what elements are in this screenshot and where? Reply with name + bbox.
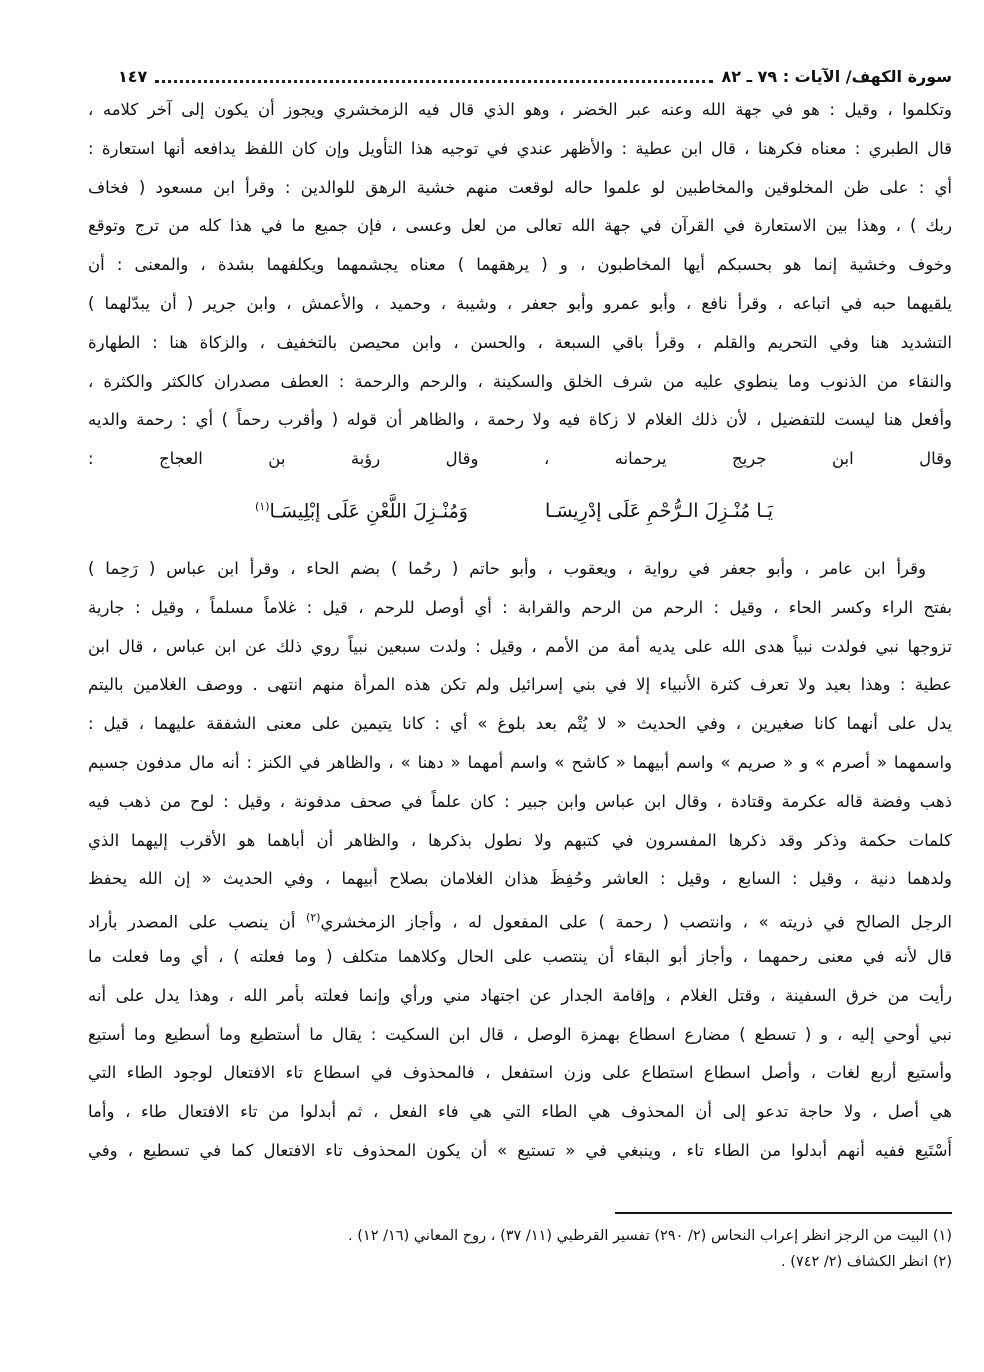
text-line: واسمهما « أصرم » و « صريم » واسم أبيهما « كاشح » واسم أمهما « دهنا » ، والظاهر في الكنز : أنه مال مدفون جسيم <box>88 753 952 772</box>
page-number: ١٤٧ <box>118 66 148 86</box>
text-line: التشديد هنا وفي التحريم والقلم ، وقرأ باقي السبعة ، والحسن ، وابن محيصن بالتخفيف ، والزكاة هنا : الطهارة <box>88 332 952 352</box>
text-line: وأفعل هنا ليست للتفضيل ، لأن ذلك الغلام لا زكاة فيه ولا رحمة ، والظاهر أن قوله ( وأقرب رحماً ) أي : رحمة والديه <box>88 410 952 430</box>
footnote-2: (٢) انظر الكشاف (٢/ ٧٤٢) . <box>781 1254 952 1270</box>
line-text: أن ينصب على المصدر بأراد <box>88 912 307 932</box>
verse-second-text: وَمُنْـزِلَ اللَّعْنِ عَلَى إبْلِيسَـا <box>269 500 468 523</box>
text-line: كلمات حكمة وذكر وقد ذكرها المفسرون في كتبهم ولا نطول بذكرها ، والظاهر أن أباهما هو الأقرب إليهما الذي <box>88 830 952 850</box>
text-line <box>88 903 952 933</box>
text-line: وقال ابن جريج يرحمانه ، وقال رؤبة بن العجاج : <box>88 449 952 469</box>
verse-second-hemistich <box>255 500 468 522</box>
footnote-divider <box>615 1212 952 1214</box>
footnote-marker: (٢) <box>306 911 321 925</box>
text-line: قال لأنه في معنى رحمهما ، وأجاز أبو البقاء أن ينتصب على الحال وكلاهما متكلف ( وما فعلته ) ، أي وما فعلت ما <box>88 947 952 966</box>
footnote-marker: (١) <box>255 500 270 513</box>
text-line: هي أصل ، ولا حاجة تدعو إلى أن المحذوف هي الطاء التي هي فاء الفعل ، ثم أبدلوا من تاء الافتعال طاء ، وأما <box>88 1102 952 1122</box>
text-line: بفتح الراء وكسر الحاء ، وقيل : الرحم من الرحم والقرابة : أي أوصل للرحم ، قيل : غلاماً مسلماً ، وقيل : جارية <box>88 597 952 617</box>
running-header <box>118 62 952 90</box>
text-line: رأيت من خرق السفينة ، وقتل الغلام ، وإقامة الجدار عن اجتهاد مني ورأي وإنما فعلته بأمر الله ، وهذا يدل على أنه <box>88 985 952 1005</box>
text-line: أَسْتَيع ففيه أنهم أبدلوا من الطاء تاء ، وينبغي في « تستيع » أن يكون المحذوف تاء الافتعال كما في تسطيع ، وفي <box>88 1141 952 1160</box>
text-line: وتكلموا ، وقيل : هو في جهة الله وعنه عبر الخضر ، وهو الذي قال فيه الزمخشري ويجوز أن يكون إلى آخر كلامه ، <box>88 100 952 119</box>
text-line: والنقاء من الذنوب وما ينطوي عليه من شرف الخلق والسكينة ، والرحم والرحمة : العطف مصدران كالكثر والكثرة ، <box>88 371 952 391</box>
line-text: الرجل الصالح في ذريته » ، وانتصب ( رحمة ) على المفعول له ، وأجاز الزمخشري <box>320 912 952 932</box>
footnote-1: (١) البيت من الرجز انظر إعراب النحاس (٢/ ٢٩٠) تفسير القرطبي (١١/ ٣٧) ، روح المعاني (١٦/ ١٢) . <box>348 1228 952 1244</box>
text-line: قال الطبري : معناه فكرهنا ، قال ابن عطية : والأظهر عندي في توجيه هذا التأويل وإن كان اللفظ يدافعه أنها استعارة : <box>88 138 952 158</box>
text-line: ولدهما دنية ، وقيل : السابع ، وقيل : العاشر وحُفِظَ هذان الغلامان بصلاح أبيهما ، وفي الحديث « إن الله يحفظ <box>88 869 952 889</box>
text-line: يلقيهما حبه في اتباعه ، وقرأ نافع ، وأبو عمرو وأبو جعفر ، وشيبة ، وحميد ، والأعمش ، وابن جرير ( أن يبدّلهما ) <box>88 294 952 313</box>
text-line: ذهب وفضة قاله عكرمة وقتادة ، وقال ابن عباس وابن جبير : كان علماً في صحف مدفونة ، وقيل : لوح من ذهب فيه <box>88 791 952 811</box>
text-line: أي : على ظن المخلوقين والمخاطبين لو علموا حاله لوقعت منهم خشية الرهق للوالدين : وقرأ ابن مسعود ( فخاف <box>88 177 952 197</box>
running-title: سورة الكهف/ الآيات : ٧٩ ـ ٨٢ <box>721 66 952 86</box>
text-line: تزوجها نبي فولدت نبياً هدى الله على يديه أمة من الأمم ، وقيل : ولدت سبعين نبياً روي ذلك عن ابن عباس ، قال ابن <box>88 636 952 656</box>
text-line: نبي أوحي إليه ، و ( تسطع ) مضارع اسطاع بهمزة الوصل ، قال ابن السكيت : يقال ما أستطيع وما أسطيع وما أستيع <box>88 1024 952 1044</box>
text-line: وخوف وخشية إنما هو بحسبكم أيها المخاطبون ، و ( يرهقهما ) معناه يجشمهما ويكلفهما بشدة ، والمعنى : أن <box>88 255 952 275</box>
verse-first-hemistich: يَـا مُنْـزِلَ الـرُّحْمِ عَلَى إدْرِيسَـا <box>545 500 774 522</box>
text-line: وأستيع أربع لغات ، وأصل اسطاع استطاع على وزن استفعل ، فالمحذوف في اسطاع تاء الافتعال لوجود الطاء التي <box>88 1063 952 1083</box>
text-line: عطية : وهذا بعيد ولا تعرف كثرة الأنبياء إلا في بني إسرائيل ولم تكن هذه المرأة منهم انتهى . ووصف الغلامين باليتم <box>88 675 952 695</box>
text-line: يدل على أنهما كانا صغيرين ، وفي الحديث « لا يُتْم بعد بلوغ » أي : كانا يتيمين على معنى الشفقة عليهما ، قيل : <box>88 714 952 734</box>
leader-dots <box>155 70 713 83</box>
text-line: ربك ) ، وهذا بين الاستعارة في القرآن في جهة الله تعالى من لعل وعسى ، فإن جميع ما في هذا كله من ترج وتوقع <box>88 216 952 236</box>
text-line: وقرأ ابن عامر ، وأبو جعفر في رواية ، ويعقوب ، وأبو حاتم ( رحُما ) بضم الحاء ، وقرأ ابن عباس ( رَحِما ) <box>88 559 926 578</box>
